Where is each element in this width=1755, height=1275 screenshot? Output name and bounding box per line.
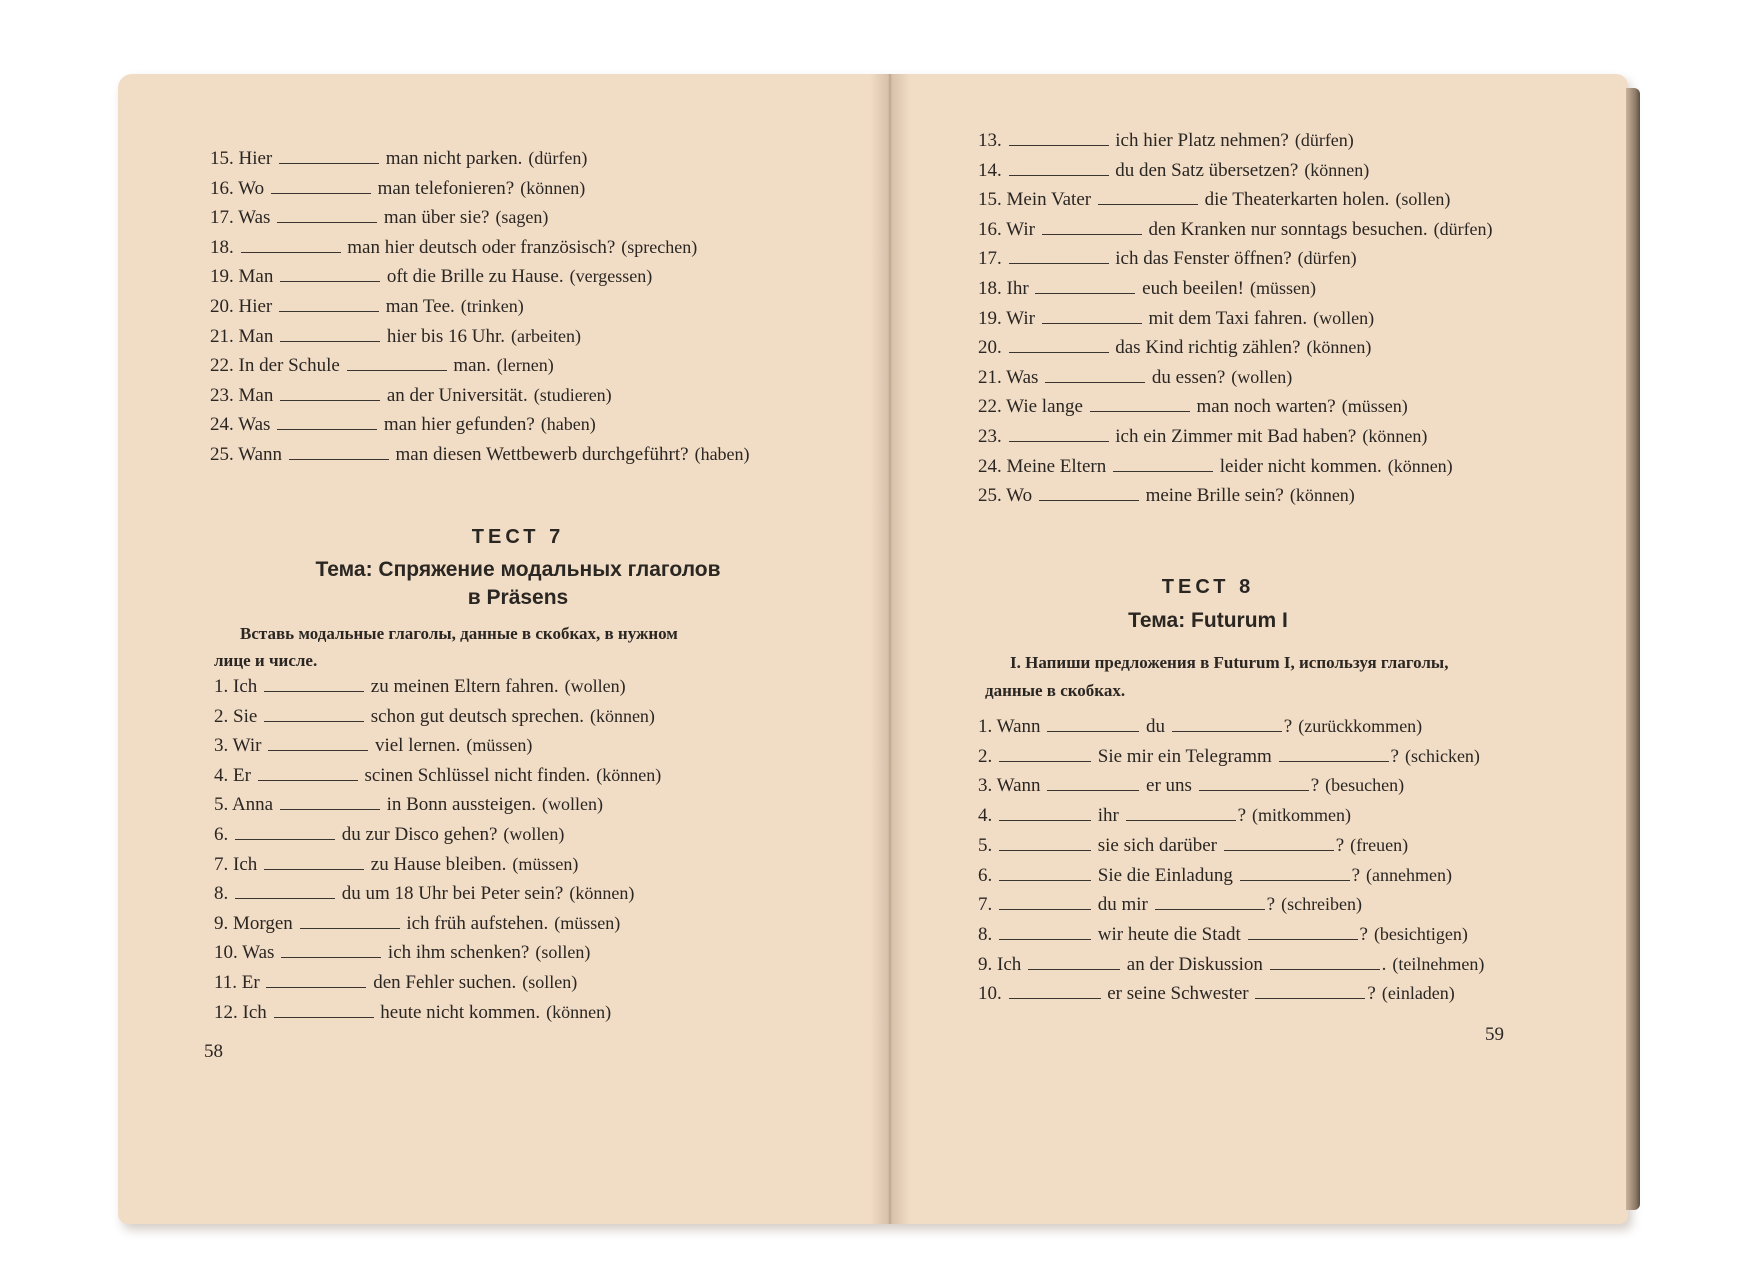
item-hint: (dürfen) (1433, 218, 1493, 239)
page-number-right: 59 (1485, 1024, 1504, 1045)
item-text: man hier gefunden? (379, 414, 535, 436)
item-number: 22. (210, 355, 239, 377)
item-hint: (sprechen) (621, 236, 698, 257)
left-top-item (210, 442, 750, 467)
item-hint: (sagen) (495, 207, 549, 228)
item-text: sie sich darüber (1093, 834, 1222, 856)
answer-blank[interactable] (1045, 366, 1145, 383)
left-top-item (210, 294, 524, 319)
item-number: 15. (978, 189, 1007, 211)
item-text: du (1141, 716, 1170, 737)
test-7-label: ТЕСТ 7 (471, 526, 565, 548)
item-hint: (wollen) (1313, 307, 1375, 328)
item-text: die Theaterkarten holen. (1199, 189, 1390, 211)
answer-blank[interactable] (1009, 247, 1109, 264)
left-top-item (210, 205, 548, 230)
answer-blank[interactable] (1270, 953, 1380, 970)
answer-blank[interactable] (1039, 484, 1139, 501)
item-hint: (müssen) (466, 735, 533, 756)
answer-blank[interactable] (1199, 774, 1309, 791)
item-number: 6. (978, 864, 997, 886)
item-number: 23. (978, 426, 1007, 447)
item-text: an der Diskussion (1122, 953, 1268, 975)
left-top-item (210, 235, 697, 260)
answer-blank[interactable] (1009, 982, 1101, 999)
answer-blank[interactable] (999, 804, 1091, 821)
item-text: den Fehler suchen. (368, 972, 517, 993)
item-hint: (trinken) (460, 296, 524, 316)
item-subject: Anna (231, 794, 278, 816)
item-text: du um 18 Uhr bei Peter sein? (337, 883, 564, 905)
item-subject: Wir (1006, 307, 1040, 329)
item-end: ? (1335, 834, 1345, 856)
answer-blank[interactable] (1047, 774, 1139, 791)
answer-blank[interactable] (264, 853, 364, 870)
item-number: 2. (978, 745, 997, 767)
item-text: man Tee. (381, 296, 455, 317)
item-subject: Sie (233, 705, 263, 727)
item-text: an der Universität. (382, 384, 528, 406)
answer-blank[interactable] (266, 971, 366, 988)
item-hint: (zurückkommen) (1298, 716, 1423, 736)
item-number: 6. (214, 824, 233, 845)
item-hint: (besichtigen) (1373, 923, 1468, 944)
item-text: leider nicht kommen. (1214, 455, 1382, 477)
right-top-item (978, 424, 1427, 449)
item-text: meine Brille sein? (1140, 485, 1284, 507)
item-text: Sie die Einladung (1093, 864, 1238, 886)
item-text: ich das Fenster öffnen? (1110, 248, 1292, 270)
item-number: 7. (214, 853, 233, 875)
item-hint: (können) (569, 883, 635, 904)
item-end: ? (1390, 745, 1399, 767)
answer-blank[interactable] (280, 265, 380, 282)
answer-blank[interactable] (1009, 129, 1109, 146)
answer-blank[interactable] (1090, 395, 1190, 412)
test-8-instruction-line2: данные в скобках. (985, 681, 1126, 700)
item-text: ich ein Zimmer mit Bad haben? (1110, 426, 1357, 447)
open-book (118, 74, 1628, 1224)
item-text: man. (448, 355, 491, 377)
answer-blank[interactable] (1113, 455, 1213, 472)
item-end: ? (1237, 805, 1247, 827)
answer-blank[interactable] (280, 325, 380, 342)
item-hint: (können) (546, 1001, 612, 1022)
test-7-topic-line1: Тема: Спряжение модальных глаголов (315, 558, 721, 581)
item-text: oft die Brille zu Hause. (382, 266, 564, 288)
item-end: ? (1359, 923, 1368, 945)
test-7-item (214, 763, 661, 788)
answer-blank[interactable] (1255, 982, 1365, 999)
answer-blank[interactable] (258, 764, 358, 781)
left-top-item (210, 146, 587, 171)
item-end: ? (1283, 716, 1293, 737)
item-hint: (haben) (694, 444, 750, 464)
item-number: 18. (978, 278, 1007, 299)
item-subject: Was (1006, 366, 1044, 388)
item-subject: Was (238, 414, 276, 436)
item-number: 4. (214, 764, 233, 786)
test-7-item (214, 674, 626, 699)
test-7-item (214, 970, 577, 995)
page-number-left: 58 (204, 1041, 223, 1062)
item-subject: Was (242, 942, 280, 964)
item-text: heute nicht kommen. (375, 1001, 541, 1023)
test-8-item (978, 981, 1455, 1006)
test-8-item (978, 833, 1408, 858)
item-subject: Wir (232, 735, 267, 757)
item-text: man telefonieren? (372, 177, 515, 199)
item-number: 10. (978, 983, 1007, 1005)
answer-blank[interactable] (279, 295, 379, 312)
item-number: 9. (214, 912, 233, 934)
test-8-instruction-line1: I. Напиши предложения в Futurum I, используя глаголы, (1010, 653, 1449, 672)
item-number: 25. (978, 485, 1007, 507)
answer-blank[interactable] (277, 413, 377, 430)
answer-blank[interactable] (1009, 425, 1109, 442)
test-8-item (978, 922, 1468, 947)
test-7-topic-line2: в Präsens (467, 586, 569, 609)
item-hint: (müssen) (1341, 396, 1408, 417)
item-hint: (schreiben) (1281, 894, 1363, 915)
answer-blank[interactable] (999, 745, 1091, 762)
item-subject: Man (238, 266, 279, 288)
item-text: man über sie? (379, 207, 490, 229)
answer-blank[interactable] (1172, 715, 1282, 732)
item-hint: (arbeiten) (511, 325, 581, 346)
item-text: zu meinen Eltern fahren. (366, 676, 559, 697)
item-hint: (dürfen) (528, 148, 588, 168)
item-hint: (dürfen) (1297, 248, 1357, 269)
item-text: zu Hause bleiben. (366, 853, 507, 875)
item-hint: (können) (1362, 426, 1428, 446)
item-text: man noch warten? (1191, 396, 1336, 418)
right-top-item (978, 158, 1369, 183)
item-number: 4. (978, 805, 997, 827)
item-subject: Ich (242, 1001, 272, 1023)
item-hint: (können) (1304, 159, 1370, 180)
item-hint: (können) (589, 705, 655, 726)
item-number: 19. (978, 307, 1007, 329)
item-text: schon gut deutsch sprechen. (366, 705, 584, 727)
item-number: 21. (210, 325, 239, 347)
item-number: 16. (210, 177, 239, 199)
item-hint: (sollen) (1395, 189, 1451, 210)
test-7-item (214, 733, 532, 758)
item-subject: Mein Vater (1006, 189, 1096, 211)
item-subject: Hier (238, 148, 278, 169)
item-text: scinen Schlüssel nicht finden. (359, 764, 591, 786)
item-hint: (können) (1289, 485, 1355, 506)
item-hint: (können) (596, 764, 662, 785)
item-text: mit dem Taxi fahren. (1143, 307, 1308, 329)
answer-blank[interactable] (1155, 893, 1265, 910)
item-hint: (schicken) (1404, 745, 1480, 766)
item-number: 15. (210, 148, 239, 169)
item-hint: (wollen) (541, 794, 603, 815)
item-number: 8. (214, 883, 233, 905)
item-number: 18. (210, 236, 239, 258)
test-8-item (978, 952, 1484, 977)
right-top-item (978, 276, 1316, 301)
answer-blank[interactable] (300, 912, 400, 929)
item-text: Sie mir ein Telegramm (1093, 745, 1277, 767)
item-text: ich ihm schenken? (383, 942, 530, 964)
item-hint: (müssen) (1249, 278, 1316, 298)
answer-blank[interactable] (347, 354, 447, 371)
item-number: 8. (978, 923, 997, 945)
item-number: 17. (210, 207, 239, 229)
item-end: ? (1310, 775, 1320, 797)
item-subject: Ich (233, 676, 263, 697)
item-text: ich früh aufstehen. (401, 912, 549, 934)
answer-blank[interactable] (999, 834, 1091, 851)
item-hint: (können) (520, 177, 586, 198)
item-subject: In der Schule (238, 355, 345, 377)
item-number: 20. (210, 296, 239, 317)
item-text: du essen? (1147, 366, 1226, 388)
item-end: ? (1367, 983, 1376, 1005)
item-number: 10. (214, 942, 243, 964)
item-number: 19. (210, 266, 239, 288)
right-top-item (978, 483, 1355, 508)
answer-blank[interactable] (1224, 834, 1334, 851)
item-subject: Hier (238, 296, 278, 317)
item-number: 20. (978, 337, 1007, 359)
item-text: du den Satz übersetzen? (1110, 159, 1299, 181)
item-subject: Ich (233, 853, 263, 875)
item-hint: (wollen) (564, 676, 626, 696)
item-hint: (mitkommen) (1252, 805, 1352, 826)
right-top-item (978, 394, 1408, 419)
left-top-item (210, 383, 612, 408)
right-page (908, 74, 1628, 1224)
test-7-item (214, 940, 590, 965)
item-hint: (müssen) (554, 912, 621, 933)
item-number: 25. (210, 444, 239, 465)
item-hint: (können) (1306, 337, 1372, 358)
test-8-item (978, 863, 1452, 888)
item-hint: (besuchen) (1325, 775, 1405, 796)
item-number: 23. (210, 384, 239, 406)
item-text: du zur Disco gehen? (337, 824, 498, 845)
left-top-item (210, 324, 581, 349)
answer-blank[interactable] (1240, 864, 1350, 881)
test-7-item (214, 911, 620, 936)
item-hint: (sollen) (535, 942, 591, 963)
item-number: 9. (978, 953, 997, 975)
item-subject: Wie lange (1006, 396, 1088, 418)
item-subject: Meine Eltern (1006, 455, 1111, 477)
answer-blank[interactable] (1042, 307, 1142, 324)
item-hint: (teilnehmen) (1392, 953, 1485, 974)
item-subject: Man (238, 384, 279, 406)
answer-blank[interactable] (1126, 804, 1236, 821)
test-8-item (978, 714, 1422, 739)
item-number: 2. (214, 705, 233, 727)
answer-blank[interactable] (268, 734, 368, 751)
item-number: 5. (978, 834, 997, 856)
answer-blank[interactable] (1009, 159, 1109, 176)
item-hint: (annehmen) (1366, 864, 1452, 885)
item-hint: (können) (1387, 455, 1453, 476)
item-text: er seine Schwester (1102, 983, 1254, 1005)
answer-blank[interactable] (999, 893, 1091, 910)
item-subject: Wann (996, 716, 1046, 737)
item-number: 21. (978, 366, 1007, 388)
item-number: 1. (214, 676, 233, 697)
test-8-item (978, 744, 1480, 769)
item-text: er uns (1141, 775, 1197, 797)
answer-blank[interactable] (264, 675, 364, 692)
item-subject: Ich (997, 953, 1027, 975)
test-8-item (978, 803, 1351, 828)
item-hint: (vergessen) (569, 266, 653, 287)
item-hint: (wollen) (1231, 366, 1293, 387)
item-subject: Was (238, 207, 276, 229)
test-7-item (214, 881, 634, 906)
item-number: 5. (214, 794, 232, 816)
item-text: ich hier Platz nehmen? (1110, 130, 1289, 151)
item-text: hier bis 16 Uhr. (382, 325, 506, 347)
answer-blank[interactable] (999, 864, 1091, 881)
test-8-label: ТЕСТ 8 (1161, 576, 1255, 598)
right-top-item (978, 306, 1374, 331)
test-8-topic: Тема: Futurum I (1128, 609, 1288, 632)
item-text: man diesen Wettbewerb durchgeführt? (390, 444, 689, 465)
test-8-item (978, 892, 1362, 917)
item-subject: Wir (1006, 218, 1040, 240)
test-7-item (214, 852, 578, 877)
item-number: 16. (978, 218, 1007, 240)
item-number: 13. (978, 130, 1007, 151)
answer-blank[interactable] (1047, 715, 1139, 732)
right-top-item (978, 335, 1371, 360)
item-subject: Wann (996, 775, 1046, 797)
answer-blank[interactable] (999, 923, 1091, 940)
answer-blank[interactable] (235, 823, 335, 840)
answer-blank[interactable] (241, 236, 341, 253)
answer-blank[interactable] (1035, 277, 1135, 294)
answer-blank[interactable] (1098, 188, 1198, 205)
answer-blank[interactable] (264, 705, 364, 722)
answer-blank[interactable] (1042, 218, 1142, 235)
item-end: ? (1266, 894, 1276, 916)
item-hint: (wollen) (503, 824, 565, 844)
item-hint: (haben) (540, 414, 596, 435)
item-number: 3. (978, 775, 997, 797)
item-number: 12. (214, 1001, 243, 1023)
item-subject: Wann (238, 444, 287, 465)
item-number: 11. (214, 972, 242, 993)
item-end: ? (1351, 864, 1361, 886)
left-top-item (210, 353, 554, 378)
left-top-item (210, 264, 652, 289)
test-8-item (978, 773, 1404, 798)
answer-blank[interactable] (271, 177, 371, 194)
test-7-item (214, 822, 564, 847)
answer-blank[interactable] (1248, 923, 1358, 940)
item-hint: (sollen) (522, 972, 578, 992)
item-number: 7. (978, 894, 997, 916)
answer-blank[interactable] (1028, 953, 1120, 970)
test-7-item (214, 1000, 611, 1025)
right-top-item (978, 128, 1354, 153)
answer-blank[interactable] (289, 443, 389, 460)
item-text: in Bonn aussteigen. (381, 794, 536, 816)
answer-blank[interactable] (280, 384, 380, 401)
item-number: 22. (978, 396, 1007, 418)
item-subject: Ihr (1006, 278, 1034, 299)
item-text: wir heute die Stadt (1093, 923, 1246, 945)
right-top-item (978, 246, 1357, 271)
test-7-item (214, 792, 603, 817)
item-number: 1. (978, 716, 997, 737)
right-top-item (978, 365, 1292, 390)
item-hint: (studieren) (533, 384, 612, 405)
item-number: 14. (978, 159, 1007, 181)
item-text: du mir (1093, 894, 1153, 916)
item-end: . (1381, 953, 1387, 975)
item-subject: Wo (238, 177, 269, 199)
left-top-item (210, 176, 585, 201)
item-subject: Er (233, 764, 256, 786)
item-number: 24. (978, 455, 1007, 477)
item-number: 17. (978, 248, 1007, 270)
item-hint: (freuen) (1350, 834, 1409, 855)
item-text: man nicht parken. (381, 148, 523, 169)
item-text: viel lernen. (370, 735, 461, 757)
answer-blank[interactable] (235, 882, 335, 899)
item-hint: (lernen) (496, 355, 554, 376)
right-top-item (978, 187, 1450, 212)
item-text: man hier deutsch oder französisch? (342, 236, 616, 258)
answer-blank[interactable] (1279, 745, 1389, 762)
test-7-instruction-line1: Вставь модальные глаголы, данные в скобках, в нужном (240, 624, 678, 643)
item-subject: Morgen (233, 912, 298, 934)
answer-blank[interactable] (274, 1001, 374, 1018)
item-hint: (einladen) (1381, 983, 1455, 1004)
item-text: den Kranken nur sonntags besuchen. (1143, 218, 1428, 240)
left-top-item (210, 412, 596, 437)
answer-blank[interactable] (280, 793, 380, 810)
item-subject: Man (238, 325, 279, 347)
right-top-item (978, 454, 1453, 479)
item-text: das Kind richtig zählen? (1110, 337, 1301, 359)
answer-blank[interactable] (277, 206, 377, 223)
item-subject: Er (241, 972, 265, 993)
answer-blank[interactable] (279, 147, 379, 164)
item-hint: (müssen) (512, 853, 579, 874)
item-number: 24. (210, 414, 239, 436)
item-text: ihr (1093, 805, 1124, 827)
item-text: euch beeilen! (1137, 278, 1244, 299)
item-subject: Wo (1006, 485, 1037, 507)
item-number: 3. (214, 735, 233, 757)
left-page (118, 74, 888, 1224)
right-top-item (978, 217, 1493, 242)
answer-blank[interactable] (281, 941, 381, 958)
item-hint: (dürfen) (1294, 130, 1354, 150)
test-7-instruction-line2: лице и числе. (214, 651, 318, 670)
answer-blank[interactable] (1009, 336, 1109, 353)
test-7-item (214, 704, 655, 729)
